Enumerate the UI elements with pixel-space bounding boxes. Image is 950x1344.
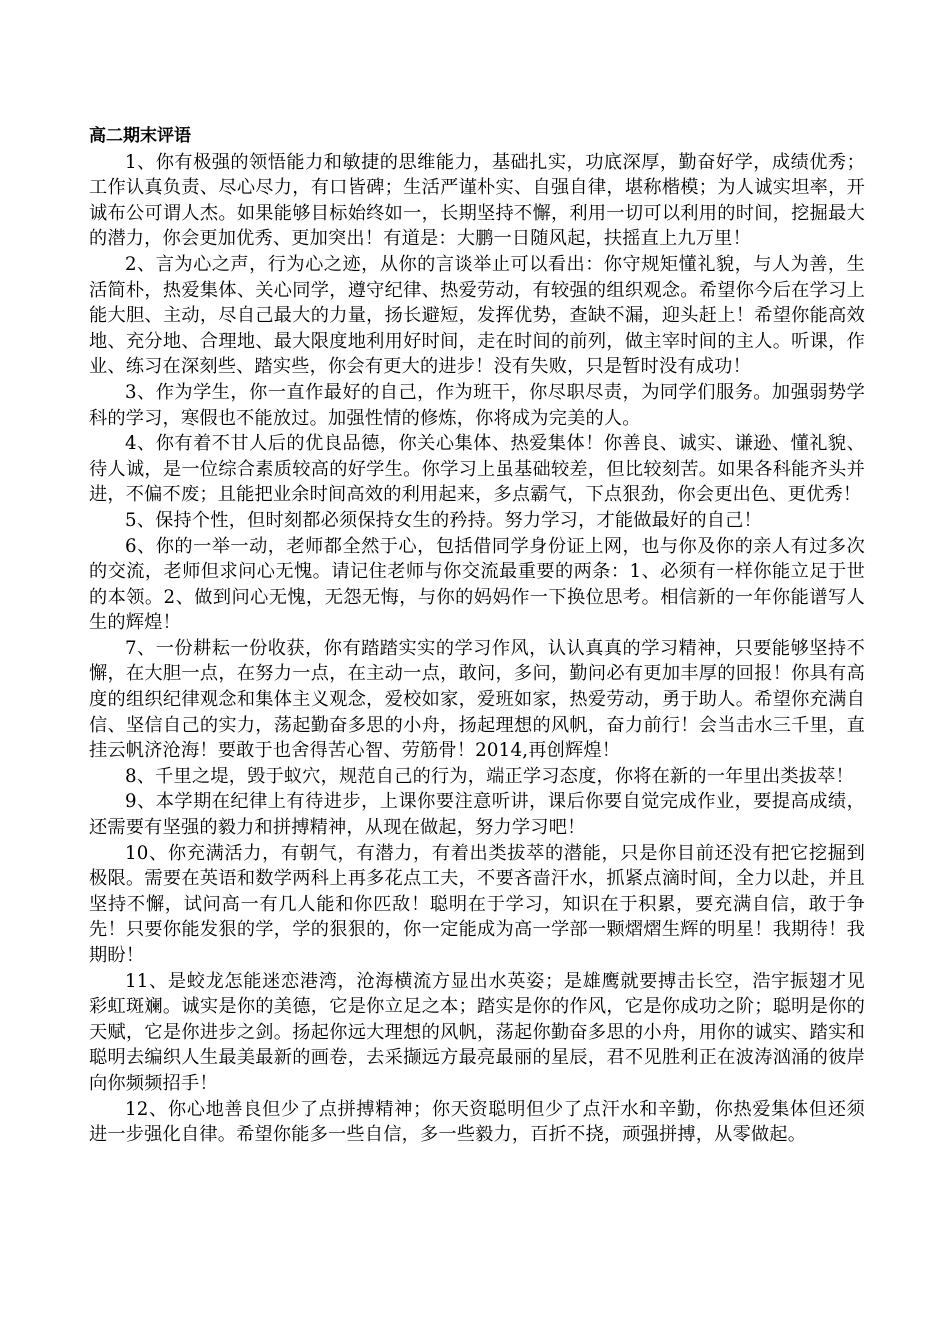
comment-paragraph-11: 11、是蛟龙怎能迷恋港湾，沧海横流方显出水英姿；是雄鹰就要搏击长空，浩宇振翅才见彩虹斑斓。诚实是你的美德，它是你立足之本；踏实是你的作风，它是你成功之阶；聪明是你的天赋，它是你进步之剑。扬起你远大理想的风帆，荡起你勤奋多思的小舟，用你的诚实、踏实和聪明去编织人生最美最新的画卷，去采撷远方最亮最丽的星辰，君不见胜利正在波涛汹涌的彼岸向你频频招手！ bbox=[89, 970, 865, 1094]
comment-paragraph-2: 2、言为心之声，行为心之迹，从你的言谈举止可以看出：你守规矩懂礼貌，与人为善，生活简朴，热爱集体、关心同学，遵守纪律、热爱劳动，有较强的组织观念。希望你今后在学习上能大胆、主动，尽自己最大的力量，扬长避短，发挥优势，查缺不漏，迎头赶上！希望你能高效地、充分地、合理地、最大限度地利用好时间，走在时间的前列，做主宰时间的主人。听课，作业、练习在深刻些、踏实些，你会有更大的进步！没有失败，只是暂时没有成功！ bbox=[89, 253, 865, 378]
comment-paragraph-10: 10、你充满活力，有朝气，有潜力，有着出类拔萃的潜能，只是你目前还没有把它挖掘到极限。需要在英语和数学两科上再多花点工夫，不要吝啬汗水，抓紧点滴时间，全力以赴，并且坚持不懈，试问高一有几人能和你匹敌！聪明在于学习，知识在于积累，要充满自信，敢于争先！只要你能发狠的学，学的狠狠的，你一定能成为高一学部一颗熠熠生辉的明星！我期待！我期盼！ bbox=[89, 842, 865, 966]
comment-paragraph-5: 5、保持个性，但时刻都必须保持女生的矜持。努力学习，才能做最好的自己！ bbox=[125, 509, 762, 531]
comment-paragraph-8: 8、千里之堤，毁于蚁穴，规范自己的行为，端正学习态度，你将在新的一年里出类拔萃！ bbox=[125, 765, 854, 787]
comment-paragraph-1: 1、你有极强的领悟能力和敏捷的思维能力，基础扎实，功底深厚，勤奋好学，成绩优秀；工作认真负责、尽心尽力，有口皆碑；生活严谨朴实、自强自律，堪称楷模；为人诚实坦率，开诚布公可谓人杰。如果能够目标始终如一，长期坚持不懈，利用一切可以利用的时间，挖掘最大的潜力，你会更加优秀、更加突出！有道是：大鹏一日随风起，扶摇直上九万里！ bbox=[89, 151, 865, 250]
comment-paragraph-4: 4、你有着不甘人后的优良品德，你关心集体、热爱集体！你善良、诚实、谦逊、懂礼貌、待人诚，是一位综合素质较高的好学生。你学习上虽基础较差，但比较刻苦。如果各科能齐头并进，不偏不废；且能把业余时间高效的利用起来，多点霸气，下点狠劲，你会更出色、更优秀！ bbox=[89, 433, 865, 506]
document-title: 高二期末评语 bbox=[89, 126, 191, 146]
comment-paragraph-3: 3、作为学生，你一直作最好的自己，作为班干，你尽职尽责，为同学们服务。加强弱势学科的学习，寒假也不能放过。加强性情的修炼，你将成为完美的人。 bbox=[89, 381, 865, 429]
comment-paragraph-7: 7、一份耕耘一份收获，你有踏踏实实的学习作风，认认真真的学习精神，只要能够坚持不懈，在大胆一点，在努力一点，在主动一点，敢问，多问，勤问必有更加丰厚的回报！你具有高度的组织纪律观念和集体主义观念，爱校如家，爱班如家，热爱劳动，勇于助人。希望你充满自信、坚信自己的实力，荡起勤奋多思的小舟，扬起理想的风帆，奋力前行！会当击水三千里，直挂云帆济沧海！要敢于也舍得苦心智、劳筋骨！2014,再创辉煌！ bbox=[89, 637, 865, 762]
comment-paragraph-12: 12、你心地善良但少了点拼搏精神；你天资聪明但少了点汗水和辛勤，你热爱集体但还须进一步强化自律。希望你能多一些自信，多一些毅力，百折不挠，顽强拼搏，从零做起。 bbox=[89, 1098, 865, 1146]
document-page bbox=[89, 124, 865, 1148]
comment-paragraph-6: 6、你的一举一动，老师都全然于心，包括借同学身份证上网，也与你及你的亲人有过多次的交流，老师但求问心无愧。请记住老师与你交流最重要的两条：1、必须有一样你能立足于世的本领。2、做到问心无愧，无怨无悔，与你的妈妈作一下换位思考。相信新的一年你能谱写人生的辉煌！ bbox=[89, 535, 865, 634]
comment-paragraph-9: 9、本学期在纪律上有待进步，上课你要注意听讲，课后你要自觉完成作业，要提高成绩，还需要有坚强的毅力和拼搏精神，从现在做起，努力学习吧！ bbox=[89, 791, 865, 839]
